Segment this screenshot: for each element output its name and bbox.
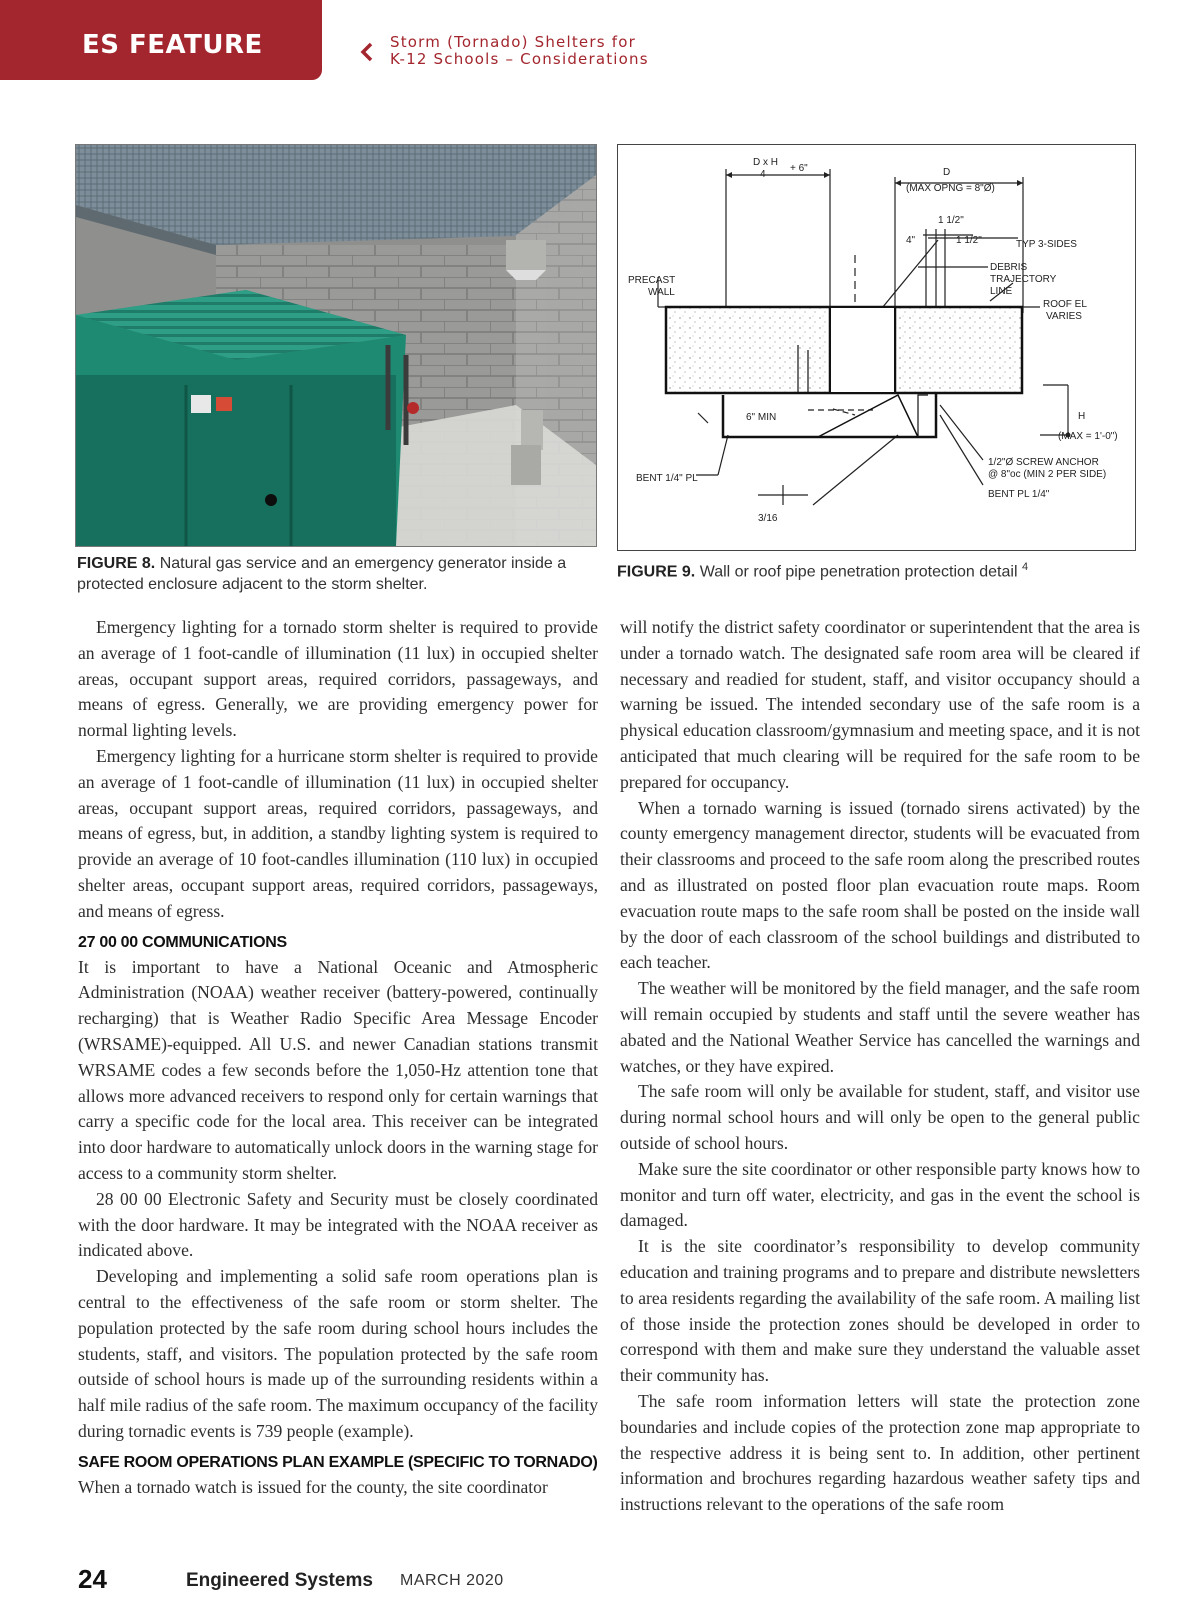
generator-enclosure-image [76, 145, 596, 546]
section-heading-communications: 27 00 00 COMMUNICATIONS [78, 933, 287, 951]
label-bent-right: BENT PL 1/4" [988, 489, 1050, 500]
label-one-half-b: 1 1/2" [956, 235, 982, 246]
label-anchor2: @ 8"oc (MIN 2 PER SIDE) [988, 469, 1107, 480]
figure-8-photo [75, 144, 597, 547]
figure-9-caption [617, 557, 1137, 582]
figure-8-caption [77, 553, 599, 595]
figure-9-caption-text: Wall or roof pipe penetration protection detail [699, 563, 1018, 581]
paragraph: Emergency lighting for a tornado storm shelter is required to provide an average of 1 foot-candle of illumination (11 lux) in occupied shelter areas, occupant support areas, required corridors, passageways, and means of egress. Generally, we are providing emergency power for normal lighting levels. [78, 617, 598, 741]
label-d: D [943, 167, 951, 178]
label-one-half-a: 1 1/2" [938, 215, 964, 226]
paragraph: Make sure the site coordinator or other responsible party knows how to monitor and turn off water, electricity, and gas in the event the school is damaged. [620, 1158, 1140, 1231]
paragraph: When a tornado warning is issued (tornado sirens activated) by the county emergency management director, students will be evacuated from their classrooms and proceed to the safe room along the prescribed routes and as illustrated on posted floor plan evacuation route maps. Room evacuation route maps to the safe room shall be posted on the inside wall by the door of each classroom of the school buildings and distributed to each teacher. [620, 797, 1140, 973]
label-max-opng: (MAX OPNG = 8"Ø) [906, 183, 995, 194]
section-tag [0, 0, 322, 80]
label-six-min: 6" MIN [746, 412, 777, 423]
paragraph: Developing and implementing a solid safe room operations plan is central to the effectiveness of the safe room or storm shelter. The population protected by the safe room during school hours includes the students, staff, and visitors. The population protected by the safe room outside of school hours is made up of the surrounding residents within a half mile radius of the safe room. The maximum occupancy of the facility during tornadic events is 739 people (example). [78, 1266, 598, 1441]
label-h: H [1078, 411, 1086, 422]
label-three16: 3/16 [758, 513, 778, 524]
paragraph: It is the site coordinator’s responsibility to develop community education and training programs and to prepare and distribute newsletters to area residents regarding the availability of the safe room. A mailing list of those inside the protection zones should be developed in order to correspond with them and make sure they understand the valuable asset their community has. [620, 1236, 1140, 1386]
label-four-in: 4" [906, 235, 916, 246]
figure-8-caption-text: Natural gas service and an emergency generator inside a protected enclosure adjacent to the storm shelter. [77, 555, 567, 593]
paragraph: The safe room information letters will state the protection zone boundaries and include copies of the protection zone map appropriate to the respective address it is being sent to. In addition, other pertinent information and brochures regarding hazardous weather safety tips and instructions relevant to the operations of the safe room [620, 1390, 1140, 1515]
paragraph: It is important to have a National Oceanic and Atmospheric Administration (NOAA) weather receiver (battery-powered, continually recharging) that is Weather Radio Specific Area Message Encoder (WRSAME)-equipped. All U.S. and newer Canadian stations transmit WRSAME codes a few seconds before the 1,050-Hz attention tone that allows more advanced receivers to respond only for certain warnings that carry a specific code for the local area. This receiver can be integrated into door hardware to automatically unlock doors in the warning stage for access to a community storm shelter. [78, 956, 598, 1183]
label-debris3: LINE [990, 286, 1013, 297]
section-tag-label: ES FEATURE [82, 30, 263, 60]
label-four: 4 [760, 169, 766, 180]
paragraph: The safe room will only be available for student, staff, and visitor use during normal school hours and will only be open to the general public outside of school hours. [620, 1081, 1140, 1153]
figure-9-label: FIGURE 9. [617, 563, 696, 581]
label-precast1: PRECAST [628, 275, 676, 286]
label-typ: TYP 3-SIDES [1016, 239, 1077, 250]
label-dxh: D x H [753, 157, 778, 168]
left-column [78, 615, 598, 1501]
label-max-h: (MAX = 1'-0") [1058, 431, 1118, 442]
label-plus6: + 6" [790, 163, 808, 174]
label-roof2: VARIES [1046, 311, 1082, 322]
section-heading-operations-plan: SAFE ROOM OPERATIONS PLAN EXAMPLE (SPECIFIC TO TORNADO) [78, 1453, 598, 1471]
right-column [620, 615, 1140, 1518]
figure-9-drawing [617, 144, 1136, 551]
label-precast2: WALL [648, 287, 675, 298]
paragraph: Emergency lighting for a hurricane storm shelter is required to provide an average of 1 foot-candle of illumination (11 lux) in occupied shelter areas, occupant support areas, required corridors, passageways, and means of egress, but, in addition, a standby lighting system is required to provide an average of 10 foot-candles illumination (110 lux) in occupied shelter areas, occupant support areas, required corridors, passageways, and means of egress. [78, 745, 598, 921]
label-roof1: ROOF EL [1043, 299, 1087, 310]
article-title: Storm (Tornado) Shelters for K-12 Schools – Considerations [390, 33, 649, 68]
figure-9-ref: 4 [1021, 561, 1029, 573]
publication-name: Engineered Systems [186, 1570, 373, 1591]
label-bent-left: BENT 1/4" PL [636, 473, 698, 484]
label-anchor1: 1/2"Ø SCREW ANCHOR [988, 457, 1099, 468]
paragraph: The weather will be monitored by the field manager, and the safe room will remain occupied by students and staff until the severe weather has abated and the National Weather Service has cancelled the warnings and watches, or they have expired. [620, 978, 1140, 1076]
chevron-left-icon[interactable] [360, 42, 374, 62]
pipe-penetration-detail [618, 145, 1135, 550]
paragraph: 28 00 00 Electronic Safety and Security must be closely coordinated with the door hardware. It may be integrated with the NOAA receiver as indicated above. [78, 1188, 598, 1261]
paragraph: will notify the district safety coordinator or superintendent that the area is under a tornado watch. The designated safe room area will be cleared if necessary and readied for student, staff, and visitor occupancy should a warning be issued. The intended secondary use of the safe room is a physical education classroom/gymnasium and meeting space, and it is not anticipated that much clearing will be required for the safe room to be prepared for occupancy. [620, 617, 1140, 792]
page-number: 24 [78, 1564, 107, 1594]
issue-date: MARCH 2020 [400, 1572, 504, 1589]
paragraph: When a tornado watch is issued for the county, the site coordinator [78, 1476, 548, 1497]
figure-8-label: FIGURE 8. [77, 555, 156, 572]
label-debris1: DEBRIS [990, 262, 1028, 273]
label-debris2: TRAJECTORY [990, 274, 1057, 285]
